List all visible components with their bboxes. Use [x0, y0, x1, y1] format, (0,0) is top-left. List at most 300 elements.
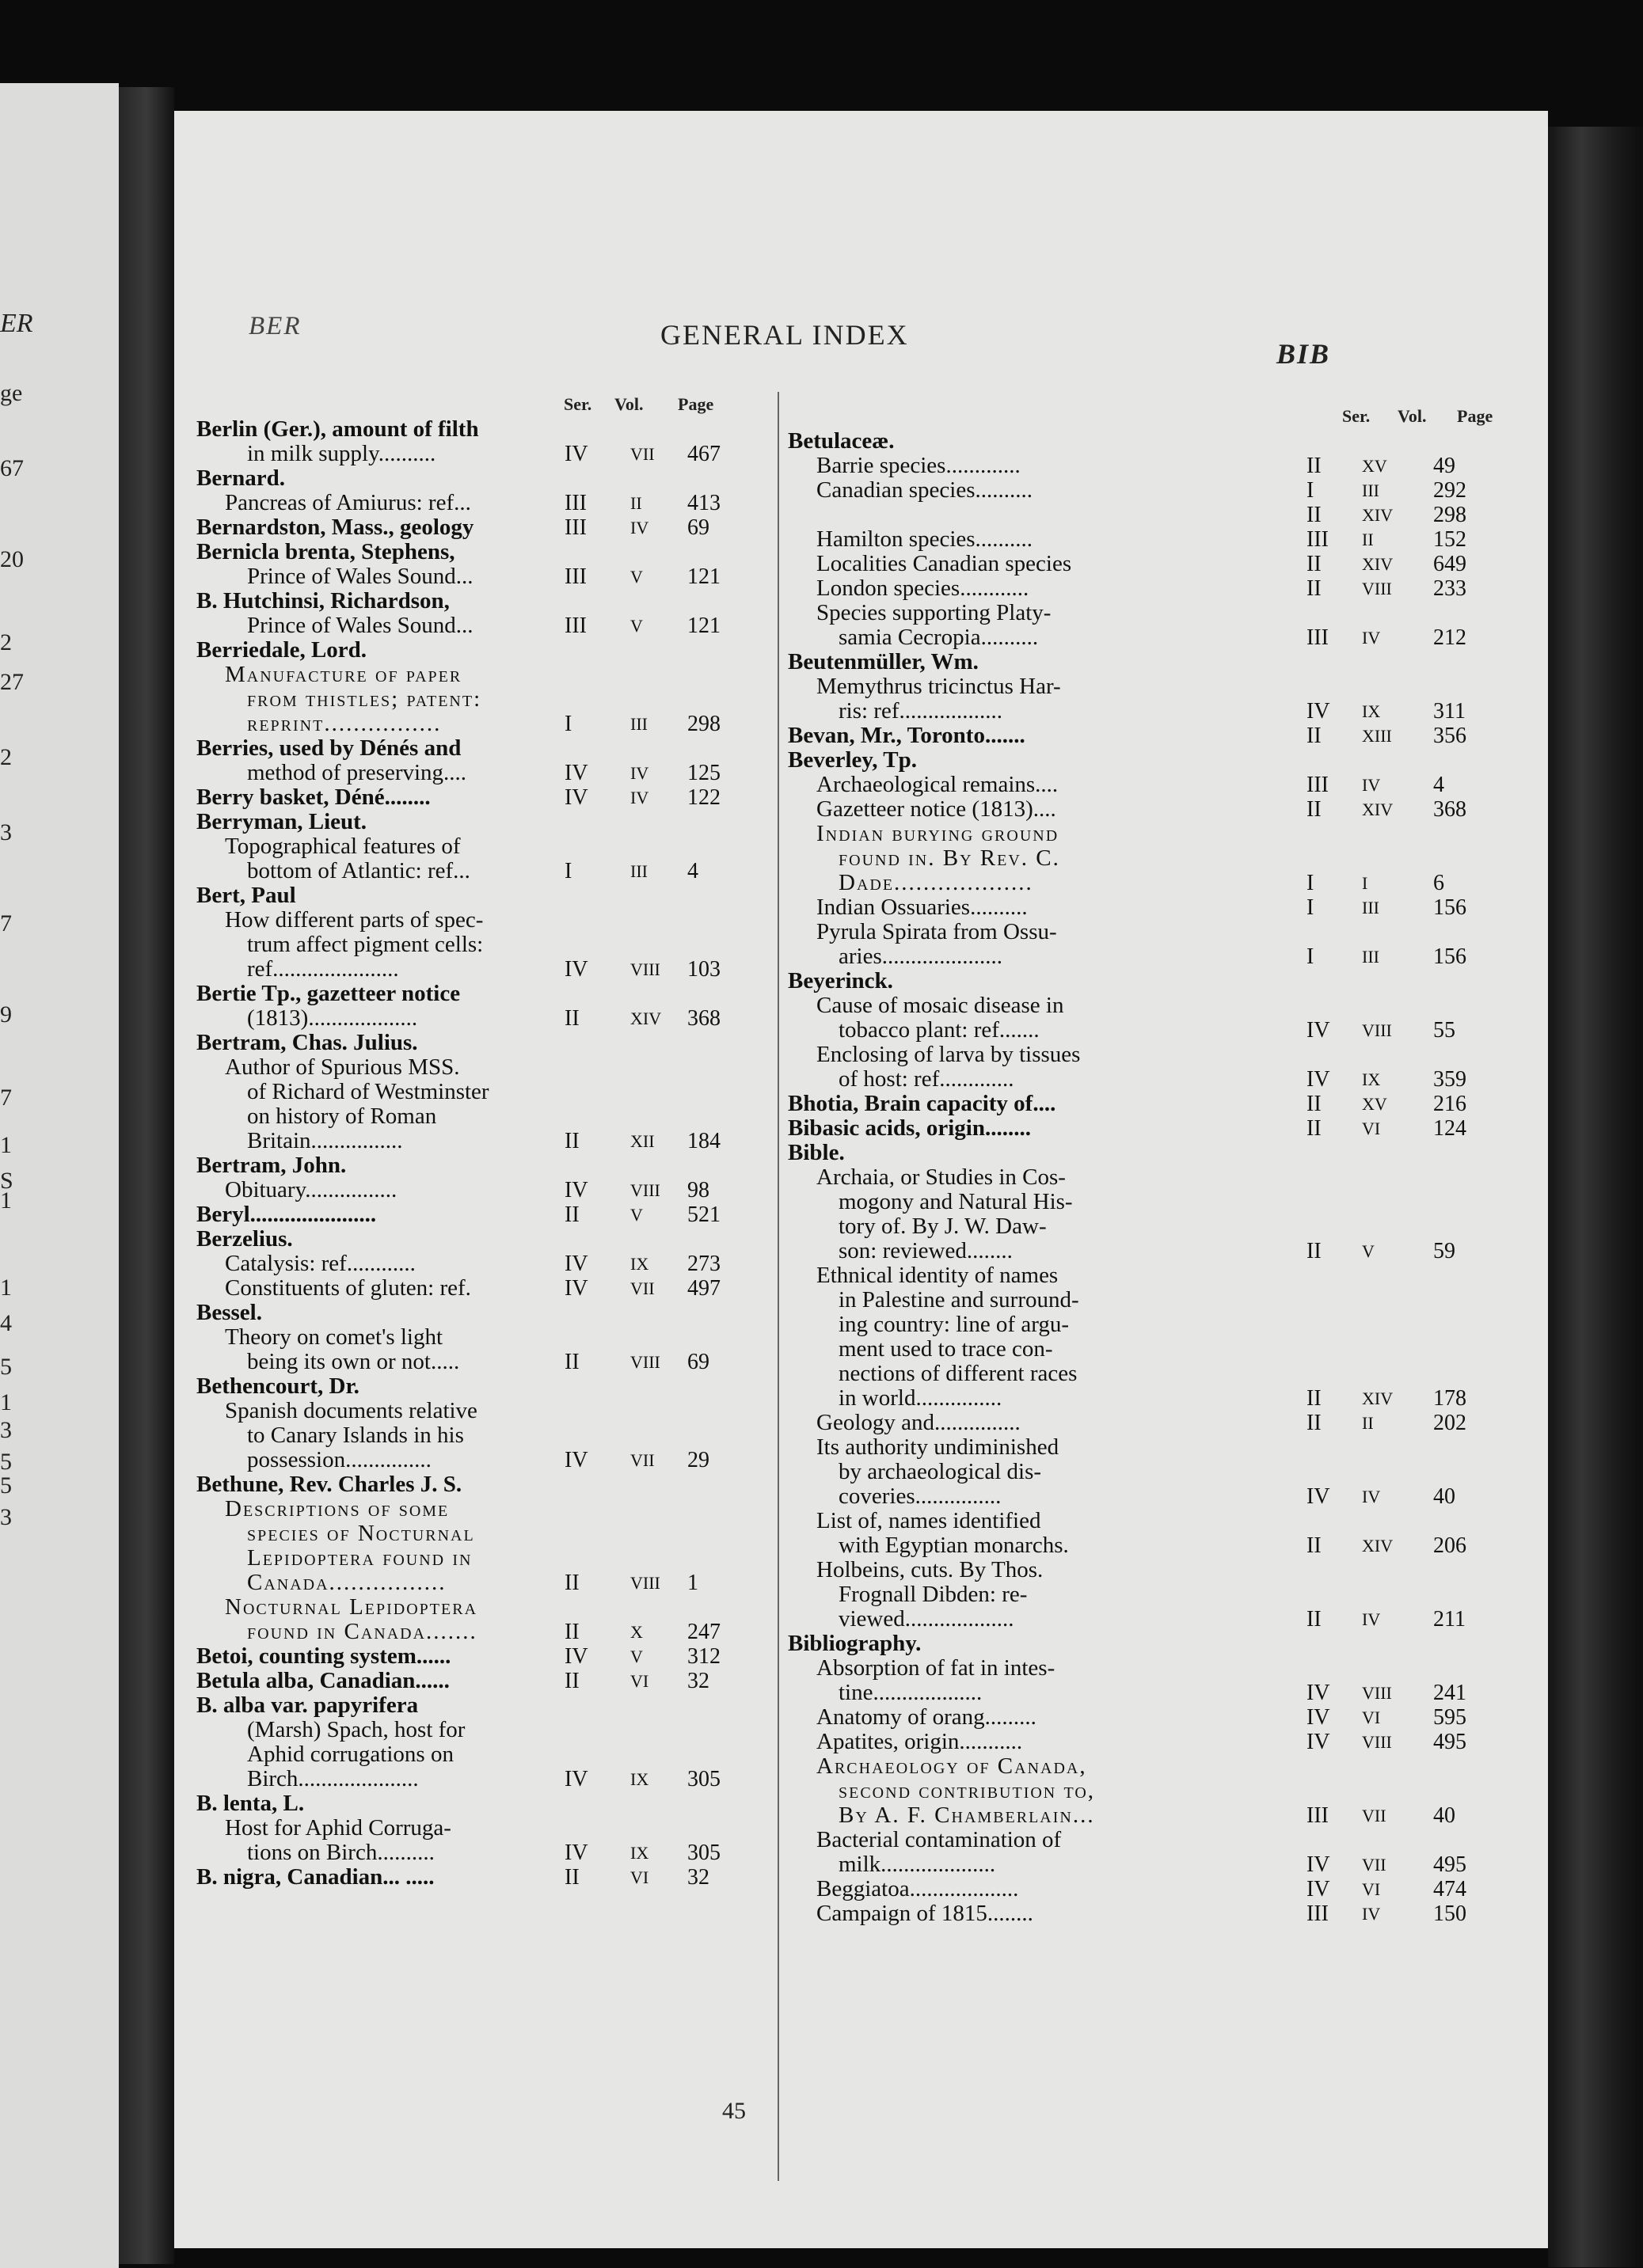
entry-page: 292: [1433, 478, 1466, 503]
index-entry: [196, 1472, 766, 1497]
entry-vol: IV: [1362, 1487, 1381, 1506]
entry-page: 497: [687, 1276, 721, 1301]
index-entry: [196, 834, 766, 883]
entry-line: to Canary Islands in his: [247, 1423, 464, 1448]
entry-line: Author of Spurious MSS.: [225, 1054, 460, 1080]
entry-line: milk....................: [839, 1852, 996, 1877]
entry-ser: IV: [565, 1276, 588, 1301]
entry-line: method of preserving....: [247, 760, 467, 785]
entry-vol: VIII: [630, 959, 660, 979]
index-entry: [788, 1901, 1500, 1926]
index-entry: [196, 1202, 766, 1227]
entry-ser: IV: [1306, 1877, 1330, 1901]
entry-line: Berriedale, Lord.: [196, 637, 367, 663]
index-entry: [196, 515, 766, 540]
entry-line: ref......................: [247, 956, 399, 982]
index-entry: [196, 908, 766, 982]
entry-vol: VI: [1362, 1708, 1381, 1727]
entry-ser: IV: [565, 442, 588, 466]
entry-line: Obituary................: [225, 1177, 397, 1202]
entry-ser: IV: [565, 761, 588, 785]
index-entry: [196, 491, 766, 515]
entry-page: 156: [1433, 895, 1466, 920]
entry-line: Beverley, Tp.: [788, 747, 917, 773]
entry-reference: [196, 1620, 766, 1644]
entry-vol: IV: [630, 788, 649, 807]
entry-page: 495: [1433, 1852, 1466, 1877]
index-entry: [196, 1644, 766, 1669]
entry-line: Bertram, John.: [196, 1153, 347, 1178]
entry-line: Berryman, Lieut.: [196, 809, 367, 834]
entry-ser: II: [1306, 797, 1322, 822]
entry-line: second contribution to,: [839, 1778, 1096, 1803]
index-entry: [788, 478, 1500, 503]
ser-header: Ser.: [1342, 406, 1371, 426]
left-page-fragment: ge: [0, 380, 23, 406]
index-entry: [196, 883, 766, 908]
entry-reference: [196, 1252, 766, 1276]
entry-line: nections of different races: [839, 1361, 1078, 1386]
entry-line: son: reviewed........: [839, 1238, 1013, 1263]
left-page-fragment: 67: [0, 455, 24, 481]
entry-page: 122: [687, 785, 721, 810]
index-entry: [788, 527, 1500, 552]
entry-vol: VII: [630, 1278, 655, 1298]
entry-ser: I: [1306, 478, 1314, 503]
entry-line: Holbeins, cuts. By Thos.: [816, 1557, 1044, 1582]
entry-vol: IV: [630, 763, 649, 783]
entry-page: 298: [687, 712, 721, 736]
entry-page: 368: [1433, 797, 1466, 822]
entry-ser: III: [1306, 1803, 1329, 1828]
index-entry: [196, 736, 766, 785]
entry-line: Dade...................: [839, 870, 1033, 895]
entry-reference: [788, 552, 1500, 576]
entry-page: 4: [687, 859, 698, 883]
index-entry: [196, 540, 766, 589]
entry-line: species of Nocturnal: [247, 1521, 475, 1546]
entry-reference: [788, 1877, 1500, 1901]
entry-vol: III: [1362, 481, 1379, 500]
entry-reference: [788, 1116, 1500, 1141]
left-page-fragment: 4: [0, 1310, 12, 1336]
entry-vol: XV: [1362, 456, 1387, 476]
left-page-fragment: 1: [0, 1132, 12, 1158]
entry-reference: [196, 1669, 766, 1693]
entry-vol: XIV: [1362, 505, 1394, 525]
entry-reference: [196, 491, 766, 515]
entry-reference: [788, 699, 1500, 724]
entry-ser: IV: [565, 1252, 588, 1276]
entry-ser: I: [565, 859, 572, 883]
index-entry: [788, 920, 1500, 969]
page-header: Page: [678, 394, 714, 414]
index-entry: [196, 1031, 766, 1055]
entry-reference: [196, 1202, 766, 1227]
entry-line: Constituents of gluten: ref.: [225, 1275, 471, 1301]
entry-vol: IV: [1362, 1609, 1381, 1629]
entry-ser: II: [1306, 1411, 1322, 1435]
entry-line: viewed...................: [839, 1606, 1014, 1632]
vol-header: Vol.: [1398, 406, 1427, 426]
running-head-right: BIB: [1276, 338, 1331, 370]
entry-reference: [788, 1484, 1500, 1509]
index-entry: [196, 1227, 766, 1252]
entry-line: How different parts of spec-: [225, 907, 484, 933]
entry-page: 247: [687, 1620, 721, 1644]
entry-reference: [196, 1178, 766, 1202]
entry-line: ment used to trace con-: [839, 1336, 1053, 1362]
index-entry: [196, 1301, 766, 1325]
entry-ser: III: [565, 515, 587, 540]
index-entry: [196, 1178, 766, 1202]
index-entry: [788, 1656, 1500, 1705]
entry-vol: VII: [1362, 1855, 1386, 1875]
entry-page: 59: [1433, 1239, 1455, 1263]
entry-line: Spanish documents relative: [225, 1398, 477, 1423]
entry-line: Ethnical identity of names: [816, 1263, 1059, 1288]
entry-ser: II: [1306, 1386, 1322, 1411]
entry-vol: IX: [630, 1769, 649, 1789]
entry-line: List of, names identified: [816, 1508, 1041, 1533]
left-page-fragment: 7: [0, 910, 12, 936]
vol-header: Vol.: [614, 394, 644, 414]
entry-line: Bernardston, Mass., geology: [196, 515, 474, 540]
entry-ser: IV: [1306, 1067, 1330, 1092]
entry-reference: [788, 895, 1500, 920]
index-entry: [788, 1632, 1500, 1656]
entry-line: of Richard of Westminster: [247, 1079, 489, 1104]
entry-page: 40: [1433, 1484, 1455, 1509]
index-entry: [788, 1435, 1500, 1509]
entry-reference: [788, 478, 1500, 503]
entry-page: 413: [687, 491, 721, 515]
entry-reference: [788, 527, 1500, 552]
entry-ser: III: [565, 564, 587, 589]
left-page-fragment: 1: [0, 1389, 12, 1415]
entry-page: 298: [1433, 503, 1466, 527]
index-entry: [196, 810, 766, 834]
entry-page: 649: [1433, 552, 1466, 576]
entry-reference: [196, 1276, 766, 1301]
entry-vol: VIII: [1362, 579, 1392, 598]
entry-line: with Egyptian monarchs.: [839, 1533, 1069, 1558]
entry-ser: II: [1306, 1092, 1322, 1116]
entry-ser: II: [565, 1350, 580, 1374]
index-entry: [788, 1141, 1500, 1165]
entry-line: being its own or not.....: [247, 1349, 460, 1374]
index-entry: [788, 1165, 1500, 1263]
entry-vol: VI: [630, 1671, 649, 1691]
index-entry: [196, 1669, 766, 1693]
entry-line: Localities Canadian species: [816, 551, 1072, 576]
entry-page: 467: [687, 442, 721, 466]
index-entry: [788, 1509, 1500, 1558]
entry-reference: [788, 724, 1500, 748]
entry-line: B. Hutchinsi, Richardson,: [196, 588, 450, 614]
entry-line: aries.....................: [839, 944, 1002, 969]
entry-line: from thistles; patent:: [247, 686, 482, 712]
entry-reference: [196, 1841, 766, 1865]
entry-page: 359: [1433, 1067, 1466, 1092]
entry-line: Britain................: [247, 1128, 403, 1153]
entry-line: Bible.: [788, 1140, 845, 1165]
index-entry: [788, 1263, 1500, 1411]
entry-line: Geology and...............: [816, 1410, 1021, 1435]
entry-line: Prince of Wales Sound...: [247, 564, 474, 589]
entry-reference: [788, 576, 1500, 601]
book-gutter: [119, 87, 174, 2264]
left-page-fragment: S: [0, 1168, 13, 1194]
entry-reference: [788, 1901, 1500, 1926]
left-page-edge: [0, 83, 119, 2268]
index-entry: [788, 748, 1500, 773]
entry-vol: III: [1362, 898, 1379, 917]
entry-reference: [196, 957, 766, 982]
entry-line: Canada................: [247, 1570, 447, 1595]
index-entry: [788, 503, 1500, 527]
entry-page: 305: [687, 1767, 721, 1791]
entry-vol: XIV: [1362, 800, 1394, 819]
entry-ser: IV: [1306, 1681, 1330, 1705]
index-entry: [788, 1116, 1500, 1141]
entry-page: 40: [1433, 1803, 1455, 1828]
entry-reference: [196, 1350, 766, 1374]
entry-reference: [788, 454, 1500, 478]
entry-ser: III: [1306, 527, 1329, 552]
entry-vol: VIII: [1362, 1683, 1392, 1703]
entry-ser: IV: [1306, 1705, 1330, 1730]
index-entry: [196, 1497, 766, 1595]
entry-reference: [788, 1092, 1500, 1116]
entry-ser: IV: [565, 957, 588, 982]
entry-line: Frognall Dibden: re-: [839, 1582, 1028, 1607]
entry-page: 1: [687, 1571, 698, 1595]
entry-line: (Marsh) Spach, host for: [247, 1717, 466, 1742]
entry-line: samia Cecropia..........: [839, 625, 1039, 650]
entry-page: 216: [1433, 1092, 1466, 1116]
index-entry: [196, 1325, 766, 1374]
index-entry: [788, 797, 1500, 822]
entry-vol: V: [1362, 1241, 1375, 1261]
entry-line: Bert, Paul: [196, 883, 296, 908]
entry-page: 184: [687, 1129, 721, 1153]
entry-line: found in. By Rev. C.: [839, 845, 1060, 871]
entry-vol: II: [1362, 530, 1374, 549]
entry-vol: V: [630, 567, 643, 587]
index-entry: [196, 1693, 766, 1791]
entry-reference: [788, 1411, 1500, 1435]
right-entries: [788, 429, 1500, 1926]
entry-page: 241: [1433, 1681, 1466, 1705]
index-entry: [788, 552, 1500, 576]
entry-page: 474: [1433, 1877, 1466, 1901]
index-entry: [196, 417, 766, 466]
entry-line: tions on Birch..........: [247, 1840, 435, 1865]
entry-ser: I: [565, 712, 572, 736]
entry-line: ing country: line of argu-: [839, 1312, 1070, 1337]
entry-line: Host for Aphid Corruga-: [225, 1815, 451, 1841]
column-header: [788, 404, 1500, 429]
entry-reference: [196, 712, 766, 736]
entry-line: London species............: [816, 576, 1029, 601]
entry-vol: IV: [1362, 628, 1381, 648]
index-entry: [196, 1595, 766, 1644]
entry-reference: [788, 944, 1500, 969]
book-binding: [1548, 127, 1643, 2267]
entry-line: Bessel.: [196, 1300, 262, 1325]
entry-vol: XII: [630, 1131, 655, 1151]
entry-page: 125: [687, 761, 721, 785]
entry-vol: VIII: [630, 1352, 660, 1372]
entry-ser: IV: [1306, 1484, 1330, 1509]
entry-line: Bertram, Chas. Julius.: [196, 1030, 418, 1055]
entry-line: Bernard.: [196, 465, 285, 491]
entry-ser: II: [565, 1129, 580, 1153]
entry-reference: [196, 515, 766, 540]
entry-vol: VII: [630, 444, 655, 464]
entry-line: Beutenmüller, Wm.: [788, 649, 979, 674]
entry-ser: IV: [1306, 1730, 1330, 1754]
entry-reference: [196, 1571, 766, 1595]
entry-vol: IV: [1362, 1904, 1381, 1924]
entry-line: Beyerinck.: [788, 968, 893, 993]
entry-line: Theory on comet's light: [225, 1324, 443, 1350]
index-entry: [196, 1153, 766, 1178]
entry-ser: IV: [565, 1448, 588, 1472]
entry-page: 495: [1433, 1730, 1466, 1754]
index-entry: [788, 1828, 1500, 1877]
entry-ser: II: [1306, 1607, 1322, 1632]
entry-page: 202: [1433, 1411, 1466, 1435]
index-entry: [788, 724, 1500, 748]
entry-line: in milk supply..........: [247, 441, 436, 466]
entry-page: 150: [1433, 1901, 1466, 1926]
entry-reference: [788, 1239, 1500, 1263]
entry-line: Betoi, counting system......: [196, 1643, 451, 1669]
entry-line: Memythrus tricinctus Har-: [816, 674, 1061, 699]
entry-line: Bacterial contamination of: [816, 1827, 1062, 1852]
entry-line: Berlin (Ger.), amount of filth: [196, 416, 479, 442]
left-page-fragment: 5: [0, 1354, 12, 1380]
entry-page: 595: [1433, 1705, 1466, 1730]
entry-line: Manufacture of paper: [225, 662, 462, 687]
entry-ser: IV: [565, 1767, 588, 1791]
entry-line: Species supporting Platy-: [816, 600, 1052, 625]
index-entry: [196, 1276, 766, 1301]
entry-ser: III: [1306, 773, 1329, 797]
left-page-fragment: 5: [0, 1449, 12, 1475]
entry-vol: V: [630, 616, 643, 636]
left-page-fragment: 3: [0, 1417, 12, 1443]
page-number: 45: [722, 2098, 746, 2124]
entry-line: Absorption of fat in intes-: [816, 1655, 1055, 1681]
entry-reference: [788, 1803, 1500, 1828]
left-page-fragment: 5: [0, 1472, 12, 1499]
index-entry: [788, 1043, 1500, 1092]
entry-vol: XIV: [1362, 1536, 1394, 1556]
entry-reference: [196, 564, 766, 589]
entry-page: 211: [1433, 1607, 1466, 1632]
entry-vol: III: [630, 861, 648, 881]
entry-page: 305: [687, 1841, 721, 1865]
entry-vol: XV: [1362, 1094, 1387, 1114]
entry-vol: IV: [630, 518, 649, 538]
left-page-fragment: 2: [0, 744, 12, 770]
index-column-left: [196, 392, 766, 1890]
entry-reference: [196, 761, 766, 785]
index-entry: [788, 1558, 1500, 1632]
entry-line: Pyrula Spirata from Ossu-: [816, 919, 1057, 944]
index-entry: [196, 466, 766, 491]
entry-ser: III: [565, 614, 587, 638]
entry-line: Bevan, Mr., Toronto.......: [788, 723, 1025, 748]
entry-ser: II: [1306, 576, 1322, 601]
entry-page: 311: [1433, 699, 1466, 724]
left-page-fragment: ER: [0, 309, 33, 338]
entry-reference: [196, 1767, 766, 1791]
entry-vol: I: [1362, 873, 1368, 893]
column-header: [196, 392, 766, 417]
index-entry: [788, 969, 1500, 993]
entry-line: Cause of mosaic disease in: [816, 993, 1064, 1018]
entry-reference: [196, 442, 766, 466]
entry-ser: II: [565, 1865, 580, 1890]
index-entry: [788, 674, 1500, 724]
entry-ser: II: [1306, 1116, 1322, 1141]
index-entry: [788, 895, 1500, 920]
entry-line: Berzelius.: [196, 1226, 293, 1252]
entry-vol: X: [630, 1622, 643, 1642]
entry-vol: VII: [1362, 1806, 1386, 1825]
entry-line: ris: ref..................: [839, 698, 1002, 724]
index-entry: [196, 1399, 766, 1472]
entry-line: Its authority undiminished: [816, 1434, 1059, 1460]
entry-line: Indian burying ground: [816, 821, 1059, 846]
index-entry: [788, 773, 1500, 797]
entry-vol: IX: [630, 1254, 649, 1274]
entry-vol: VIII: [1362, 1020, 1392, 1040]
entry-line: Gazetteer notice (1813)....: [816, 796, 1056, 822]
index-entry: [196, 1374, 766, 1399]
entry-reference: [788, 503, 1500, 527]
entry-vol: V: [630, 1647, 643, 1666]
entry-reference: [196, 1644, 766, 1669]
entry-ser: III: [1306, 625, 1329, 650]
entry-ser: IV: [1306, 1018, 1330, 1043]
entry-line: Beryl......................: [196, 1202, 377, 1227]
entry-vol: III: [630, 714, 648, 734]
left-page-fragment: 3: [0, 1504, 12, 1530]
entry-line: trum affect pigment cells:: [247, 932, 484, 957]
entry-ser: IV: [565, 1644, 588, 1669]
entry-vol: III: [1362, 947, 1379, 967]
index-entry: [788, 1705, 1500, 1730]
entry-page: 124: [1433, 1116, 1466, 1141]
entry-page: 4: [1433, 773, 1444, 797]
index-page: [174, 111, 1548, 2248]
entry-reference: [196, 859, 766, 883]
entry-line: By A. F. Chamberlain...: [839, 1803, 1095, 1828]
entry-line: bottom of Atlantic: ref...: [247, 858, 470, 883]
entry-page: 178: [1433, 1386, 1466, 1411]
left-page-fragment: 1: [0, 1187, 12, 1214]
entry-page: 152: [1433, 527, 1466, 552]
entry-page: 49: [1433, 454, 1455, 478]
entry-line: Archaeology of Canada,: [816, 1753, 1087, 1779]
entry-ser: II: [565, 1620, 580, 1644]
entry-ser: IV: [1306, 699, 1330, 724]
